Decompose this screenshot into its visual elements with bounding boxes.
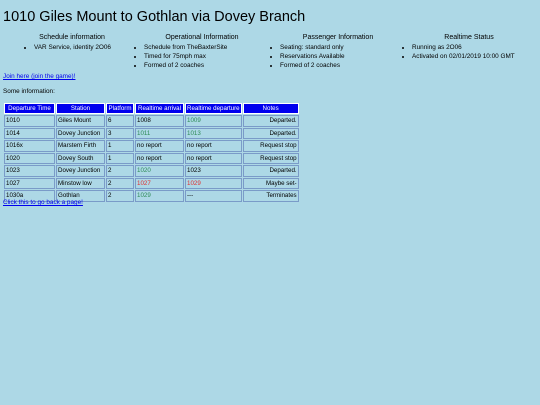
cell-realtime-arrival: no report <box>135 153 184 165</box>
cell-platform: 2 <box>106 165 134 177</box>
cell-platform: 1 <box>106 140 134 152</box>
cell-realtime-arrival: 1029 <box>135 190 184 202</box>
column-header-realtime-departure: Realtime departure <box>187 105 240 112</box>
cell-station: Dovey Junction <box>56 128 105 140</box>
table-row <box>4 140 299 152</box>
cell-station: Gothlan <box>56 190 105 202</box>
cell-notes: Departed. <box>243 128 299 140</box>
info-column-realtime <box>400 34 538 61</box>
table-header-row <box>4 103 299 114</box>
column-header-departure-time: Departure Time <box>4 103 55 114</box>
info-item: • Formed of 2 coaches <box>280 61 408 70</box>
cell-departure-time: 1027 <box>4 178 55 190</box>
column-header-platform: Platform <box>106 103 134 114</box>
info-column-title: Passenger Information <box>302 34 374 41</box>
info-column-schedule <box>22 34 122 52</box>
column-header-station: Station <box>56 103 105 114</box>
info-column-title: Schedule information <box>39 34 105 41</box>
cell-departure-time: 1023 <box>4 165 55 177</box>
table-row <box>4 165 299 177</box>
cell-departure-time: 1016x <box>4 140 55 152</box>
cell-platform: 1 <box>106 153 134 165</box>
info-column-list <box>400 43 538 61</box>
cell-departure-time: 1020 <box>4 153 55 165</box>
table-row <box>4 128 299 140</box>
cell-notes: Maybe set- <box>243 178 299 190</box>
cell-realtime-departure: 1023 <box>185 165 242 177</box>
cell-station: Giles Mount <box>56 115 105 127</box>
column-header-realtime-arrival: Realtime arrival <box>135 103 184 114</box>
some-information-label: Some information: <box>3 88 55 95</box>
page-title: 1010 Giles Mount to Gothlan via Dovey Branch <box>3 9 306 25</box>
table-row <box>4 115 299 127</box>
cell-platform: 3 <box>106 128 134 140</box>
cell-realtime-arrival: 1011 <box>135 128 184 140</box>
cell-notes: Request stop <box>243 140 299 152</box>
info-item: • Schedule from TheBaxterSite <box>144 43 272 52</box>
cell-realtime-arrival: 1027 <box>135 178 184 190</box>
info-column-list <box>132 43 272 71</box>
info-column-operational <box>132 34 272 71</box>
info-item: • Activated on 02/01/2019 10:00 GMT <box>412 52 538 61</box>
join-game-link[interactable]: Join here (join the game)! <box>3 73 76 80</box>
timetable-body <box>4 115 299 202</box>
info-column-list <box>268 43 408 71</box>
cell-realtime-departure: 1029 <box>185 178 242 190</box>
info-item: • VAR Service, identity 2O06 <box>34 43 122 52</box>
info-column-title: Realtime Status <box>444 34 494 41</box>
info-item: • Running as 2O06 <box>412 43 538 52</box>
cell-departure-time: 1010 <box>4 115 55 127</box>
cell-platform: 2 <box>106 178 134 190</box>
cell-departure-time: 1014 <box>4 128 55 140</box>
cell-departure-time: 1030a <box>4 190 55 202</box>
cell-notes: Departed. <box>243 115 299 127</box>
cell-notes: Departed. <box>243 165 299 177</box>
cell-realtime-departure: no report <box>185 153 242 165</box>
cell-realtime-arrival: 1020 <box>135 165 184 177</box>
cell-station: Dovey South <box>56 153 105 165</box>
info-item: • Seating: standard only <box>280 43 408 52</box>
cell-realtime-departure: 1009 <box>185 115 242 127</box>
cell-realtime-arrival: 1008 <box>135 115 184 127</box>
cell-realtime-departure: --- <box>185 190 242 202</box>
info-column-passenger <box>268 34 408 71</box>
cell-notes: Terminates <box>243 190 299 202</box>
info-item: • Timed for 75mph max <box>144 52 272 61</box>
back-link[interactable]: Click this to go back a page! <box>3 199 83 206</box>
table-row <box>4 153 299 165</box>
cell-platform: 6 <box>106 115 134 127</box>
cell-notes: Request stop <box>243 153 299 165</box>
cell-platform: 2 <box>106 190 134 202</box>
info-columns <box>0 34 540 74</box>
cell-station: Minstow low <box>56 178 105 190</box>
column-header-notes: Notes <box>243 103 299 114</box>
timetable <box>3 102 300 203</box>
cell-realtime-departure: 1013 <box>185 128 242 140</box>
info-column-list <box>22 43 122 52</box>
info-column-title: Operational Information <box>165 34 239 41</box>
cell-station: Dovey Junction <box>56 165 105 177</box>
table-row <box>4 178 299 190</box>
cell-station: Marstem Firth <box>56 140 105 152</box>
cell-realtime-departure: no report <box>185 140 242 152</box>
cell-realtime-arrival: no report <box>135 140 184 152</box>
info-item: • Formed of 2 coaches <box>144 61 272 70</box>
info-item: • Reservations Available <box>280 52 408 61</box>
